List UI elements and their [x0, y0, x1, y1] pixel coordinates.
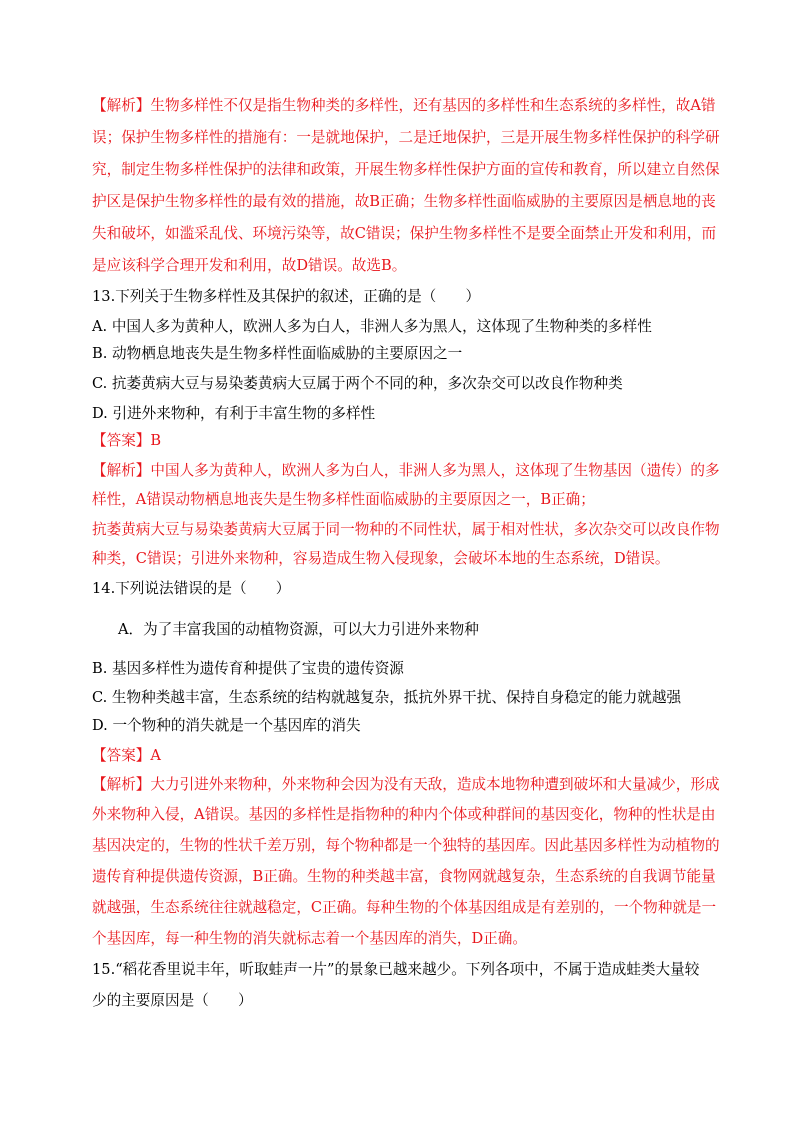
q14-analysis-line: 基因决定的，生物的性状千差万别，每个物种都是一个独特的基因库。因此基因多样性为动植物的: [92, 837, 720, 854]
q13-stem: 13.下列关于生物多样性及其保护的叙述，正确的是（ ）: [92, 288, 481, 305]
q14-analysis-line: 【解析】大力引进外来物种，外来物种会因为没有天敌，造成本地物种遭到破坏和大量减少，形成: [92, 776, 720, 793]
q13-analysis-line: 种类，C错误；引进外来物种，容易造成生物入侵现象，会破坏本地的生态系统，D错误。: [92, 550, 670, 567]
q12-analysis-line: 是应该科学合理开发和利用，故D错误。故选B。: [92, 257, 407, 274]
q14-stem: 14.下列说法错误的是（ ）: [92, 580, 291, 597]
q15-stem-line: 少的主要原因是（ ）: [92, 992, 253, 1009]
q14-analysis-line: 个基因库，每一种生物的消失就标志着一个基因库的消失，D正确。: [92, 930, 527, 947]
q13-option-c: C. 抗萎黄病大豆与易染萎黄病大豆属于两个不同的种，多次杂交可以改良作物种类: [92, 375, 623, 392]
q13-analysis-line: 样性，A错误动物栖息地丧失是生物多样性面临威胁的主要原因之一，B正确；: [92, 491, 595, 508]
q14-option-d: D. 一个物种的消失就是一个基因库的消失: [92, 717, 361, 734]
q14-analysis-line: 就越强，生态系统往往就越稳定，C正确。每种生物的个体基因组成是有差别的，一个物种就是一: [92, 899, 717, 916]
q13-option-b: B. 动物栖息地丧失是生物多样性面临威胁的主要原因之一: [92, 345, 463, 362]
q15-stem-line: 15.“稻花香里说丰年，听取蛙声一片”的景象已越来越少。下列各项中，不属于造成蛙类大量较: [92, 961, 700, 978]
q14-option-b: B. 基因多样性为遗传育种提供了宝贵的遗传资源: [92, 660, 404, 677]
q12-analysis-line: 失和破坏，如滥采乱伐、环境污染等，故C错误；保护生物多样性不是要全面禁止开发和利用，而: [92, 225, 717, 242]
q12-analysis-line: 究，制定生物多样性保护的法律和政策，开展生物多样性保护方面的宣传和教育，所以建立自然保: [92, 161, 720, 178]
q13-option-d: D. 引进外来物种，有利于丰富生物的多样性: [92, 405, 376, 422]
q12-analysis-line: 护区是保护生物多样性的最有效的措施，故B正确；生物多样性面临威胁的主要原因是栖息地的丧: [92, 193, 716, 210]
q14-option-a: A．为了丰富我国的动植物资源，可以大力引进外来物种: [118, 621, 479, 638]
q14-option-c: C. 生物种类越丰富，生态系统的结构就越复杂，抵抗外界干扰、保持自身稳定的能力就越强: [92, 689, 682, 706]
q13-answer: 【答案】B: [92, 432, 162, 449]
q13-analysis-line: 抗萎黄病大豆与易染萎黄病大豆属于同一物种的不同性状，属于相对性状，多次杂交可以改良作物: [92, 521, 720, 538]
q12-analysis-line: 【解析】生物多样性不仅是指生物种类的多样性，还有基因的多样性和生态系统的多样性，故A错: [92, 97, 716, 114]
q13-analysis-line: 【解析】中国人多为黄种人，欧洲人多为白人，非洲人多为黑人，这体现了生物基因（遗传）的多: [92, 462, 720, 479]
q14-analysis-line: 外来物种入侵，A错误。基因的多样性是指物种的种内个体或种群间的基因变化，物种的性状是由: [92, 806, 716, 823]
q14-answer: 【答案】A: [92, 747, 161, 764]
q12-analysis-line: 误；保护生物多样性的措施有：一是就地保护，二是迁地保护，三是开展生物多样性保护的科学研: [92, 129, 720, 146]
q14-analysis-line: 遗传育种提供遗传资源，B正确。生物的种类越丰富，食物网就越复杂，生态系统的自我调节能量: [92, 868, 716, 885]
q13-option-a: A. 中国人多为黄种人，欧洲人多为白人，非洲人多为黑人，这体现了生物种类的多样性: [92, 318, 652, 335]
